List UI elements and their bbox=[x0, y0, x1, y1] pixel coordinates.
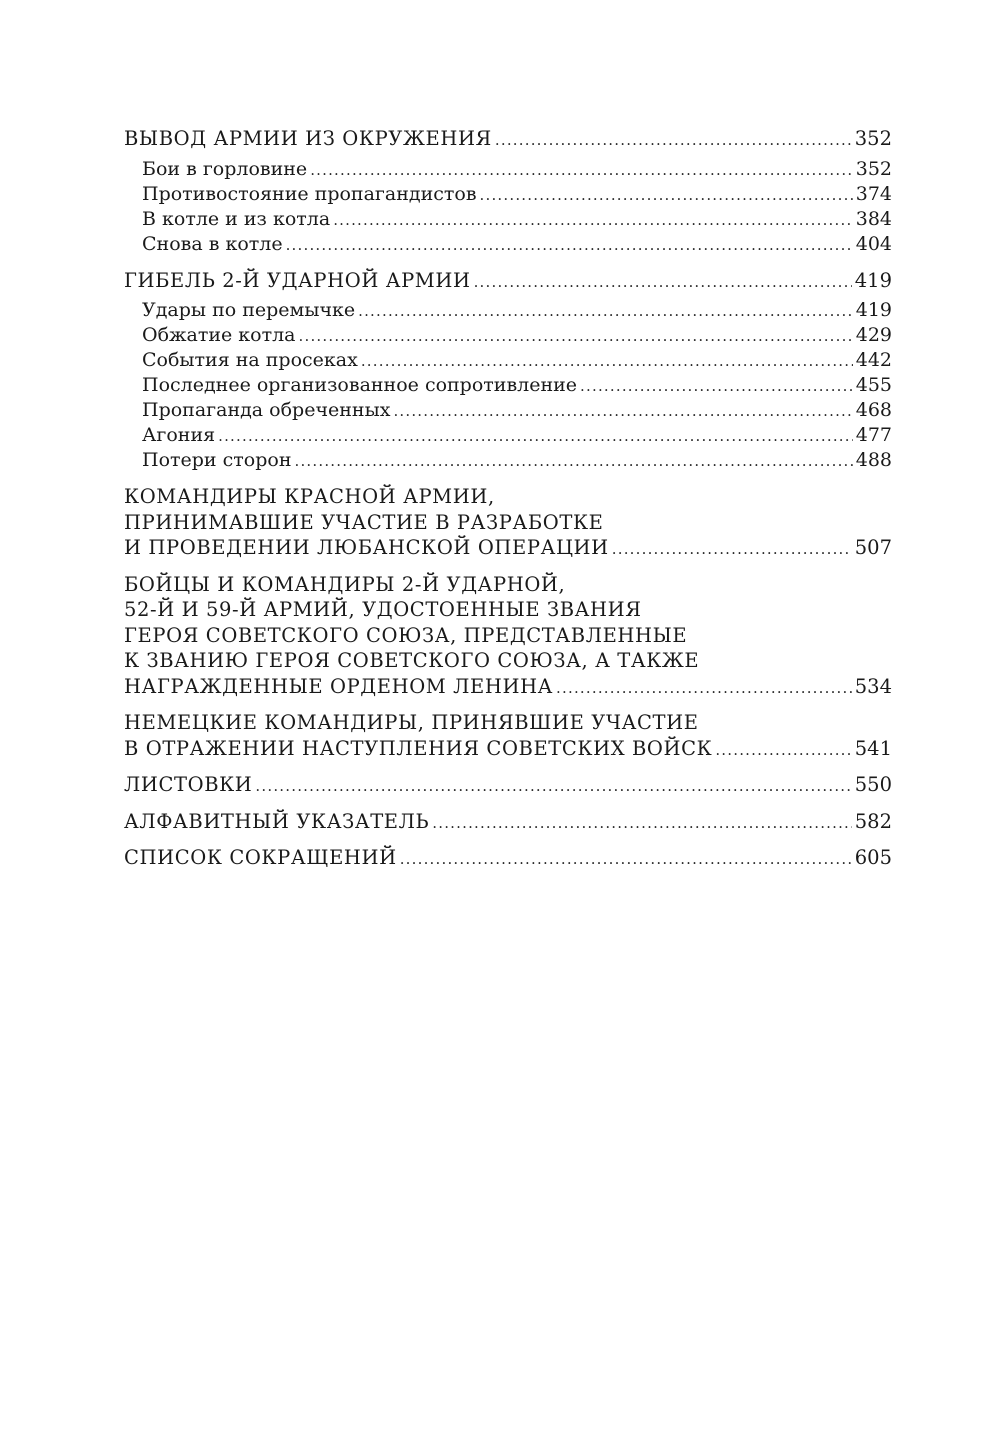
section-title-line: НАГРАЖДЕННЫЕ ОРДЕНОМ ЛЕНИНА bbox=[124, 674, 554, 698]
dot-leader bbox=[612, 537, 852, 563]
section-title-line: БОЙЦЫ И КОМАНДИРЫ 2-Й УДАРНОЙ, bbox=[124, 572, 566, 596]
section-title-line: ГЕРОЯ СОВЕТСКОГО СОЮЗА, ПРЕДСТАВЛЕННЫЕ bbox=[124, 623, 688, 647]
subsection-label: В котле и из котла bbox=[142, 207, 331, 230]
section-page-number: 541 bbox=[854, 736, 892, 760]
section-title-line: АЛФАВИТНЫЙ УКАЗАТЕЛЬ bbox=[124, 809, 430, 833]
toc-section bbox=[124, 710, 892, 761]
dot-leader bbox=[556, 676, 852, 702]
subsection-label: Удары по перемычке bbox=[142, 299, 356, 321]
toc-section bbox=[124, 845, 892, 871]
toc-section bbox=[124, 572, 892, 700]
toc-section bbox=[124, 484, 892, 561]
toc-section bbox=[124, 268, 892, 474]
section-title-line: ПРИНИМАВШИЕ УЧАСТИЕ В РАЗРАБОТКЕ bbox=[124, 510, 604, 534]
section-page-number: 582 bbox=[854, 809, 892, 833]
section-title-line: ВЫВОД АРМИИ ИЗ ОКРУЖЕНИЯ bbox=[124, 127, 492, 150]
dot-leader bbox=[218, 424, 853, 449]
subsection-page-number: 384 bbox=[855, 207, 892, 230]
toc-section bbox=[124, 809, 892, 835]
dot-leader bbox=[480, 183, 853, 208]
section-title-line: ЛИСТОВКИ bbox=[124, 773, 253, 796]
subsection-item[interactable] bbox=[124, 232, 892, 257]
subsection-item[interactable] bbox=[124, 448, 892, 473]
section-title-line: СПИСОК СОКРАЩЕНИЙ bbox=[124, 846, 397, 869]
subsection-label: Бои в горловине bbox=[142, 157, 308, 180]
dot-leader bbox=[255, 774, 851, 800]
subsection-label: Пропаганда обреченных bbox=[142, 399, 391, 421]
section-page-number: 352 bbox=[854, 127, 892, 150]
dot-leader bbox=[286, 233, 853, 258]
subsection-page-number: 404 bbox=[855, 232, 892, 255]
section-title-line: КОМАНДИРЫ КРАСНОЙ АРМИИ, bbox=[124, 485, 495, 508]
subsection-item[interactable] bbox=[124, 182, 892, 207]
subsection-label: Снова в котле bbox=[142, 232, 283, 255]
subsection-page-number: 468 bbox=[855, 399, 892, 421]
subsection-item[interactable] bbox=[124, 157, 892, 182]
section-title-line: В ОТРАЖЕНИИ НАСТУПЛЕНИЯ СОВЕТСКИХ ВОЙСК bbox=[124, 736, 713, 760]
subsection-label: Обжатие котла bbox=[142, 324, 296, 346]
dot-leader bbox=[310, 158, 853, 183]
dot-leader bbox=[299, 324, 853, 349]
section-heading[interactable] bbox=[124, 484, 892, 561]
section-title-row bbox=[124, 809, 892, 835]
dot-leader bbox=[361, 349, 853, 374]
section-title-row bbox=[124, 535, 892, 561]
dot-leader bbox=[295, 449, 853, 474]
section-page-number: 534 bbox=[854, 674, 892, 698]
subsection-page-number: 419 bbox=[855, 299, 892, 321]
subsection-page-number: 488 bbox=[855, 449, 892, 471]
subsection-label: Противостояние пропагандистов bbox=[142, 182, 477, 205]
subsection-label: Потери сторон bbox=[142, 449, 292, 471]
subsection-item[interactable] bbox=[124, 207, 892, 232]
section-title-line: 52-Й И 59-Й АРМИЙ, УДОСТОЕННЫЕ ЗВАНИЯ bbox=[124, 598, 642, 621]
section-title-line: НЕМЕЦКИЕ КОМАНДИРЫ, ПРИНЯВШИЕ УЧАСТИЕ bbox=[124, 711, 699, 734]
section-heading[interactable] bbox=[124, 126, 892, 152]
section-heading[interactable] bbox=[124, 268, 892, 294]
subsection-page-number: 374 bbox=[855, 182, 892, 205]
section-page-number: 550 bbox=[854, 773, 892, 796]
subsection-list bbox=[124, 298, 892, 473]
section-heading[interactable] bbox=[124, 772, 892, 798]
section-page-number: 419 bbox=[854, 268, 892, 292]
section-heading[interactable] bbox=[124, 845, 892, 871]
dot-leader bbox=[333, 208, 853, 233]
dot-leader bbox=[400, 847, 852, 873]
dot-leader bbox=[432, 811, 852, 837]
subsection-item[interactable] bbox=[124, 298, 892, 323]
dot-leader bbox=[495, 128, 852, 154]
subsection-list bbox=[124, 157, 892, 257]
subsection-item[interactable] bbox=[124, 323, 892, 348]
section-title-row bbox=[124, 126, 892, 152]
section-title-row bbox=[124, 772, 892, 798]
section-title-line: ГИБЕЛЬ 2-Й УДАРНОЙ АРМИИ bbox=[124, 268, 471, 292]
subsection-label: События на просеках bbox=[142, 349, 358, 371]
subsection-page-number: 477 bbox=[855, 424, 892, 446]
toc-section bbox=[124, 772, 892, 798]
table-of-contents bbox=[124, 126, 892, 882]
subsection-item[interactable] bbox=[124, 373, 892, 398]
section-heading[interactable] bbox=[124, 710, 892, 761]
section-title-row bbox=[124, 268, 892, 294]
subsection-label: Последнее организованное сопротивление bbox=[142, 374, 578, 396]
section-title-row bbox=[124, 845, 892, 871]
subsection-page-number: 429 bbox=[855, 324, 892, 346]
subsection-page-number: 352 bbox=[855, 157, 892, 180]
toc-section bbox=[124, 126, 892, 257]
subsection-label: Агония bbox=[142, 424, 216, 446]
subsection-item[interactable] bbox=[124, 348, 892, 373]
subsection-page-number: 442 bbox=[855, 349, 892, 371]
section-heading[interactable] bbox=[124, 572, 892, 700]
section-heading[interactable] bbox=[124, 809, 892, 835]
section-title-line: И ПРОВЕДЕНИИ ЛЮБАНСКОЙ ОПЕРАЦИИ bbox=[124, 536, 609, 559]
dot-leader bbox=[474, 270, 852, 296]
section-title-row bbox=[124, 674, 892, 700]
subsection-item[interactable] bbox=[124, 423, 892, 448]
section-page-number: 605 bbox=[854, 846, 892, 869]
dot-leader bbox=[580, 374, 853, 399]
subsection-page-number: 455 bbox=[855, 374, 892, 396]
section-title-row bbox=[124, 736, 892, 762]
section-page-number: 507 bbox=[854, 536, 892, 559]
dot-leader bbox=[358, 299, 853, 324]
section-title-line: К ЗВАНИЮ ГЕРОЯ СОВЕТСКОГО СОЮЗА, А ТАКЖЕ bbox=[124, 649, 700, 672]
subsection-item[interactable] bbox=[124, 398, 892, 423]
dot-leader bbox=[393, 399, 852, 424]
dot-leader bbox=[715, 738, 851, 764]
